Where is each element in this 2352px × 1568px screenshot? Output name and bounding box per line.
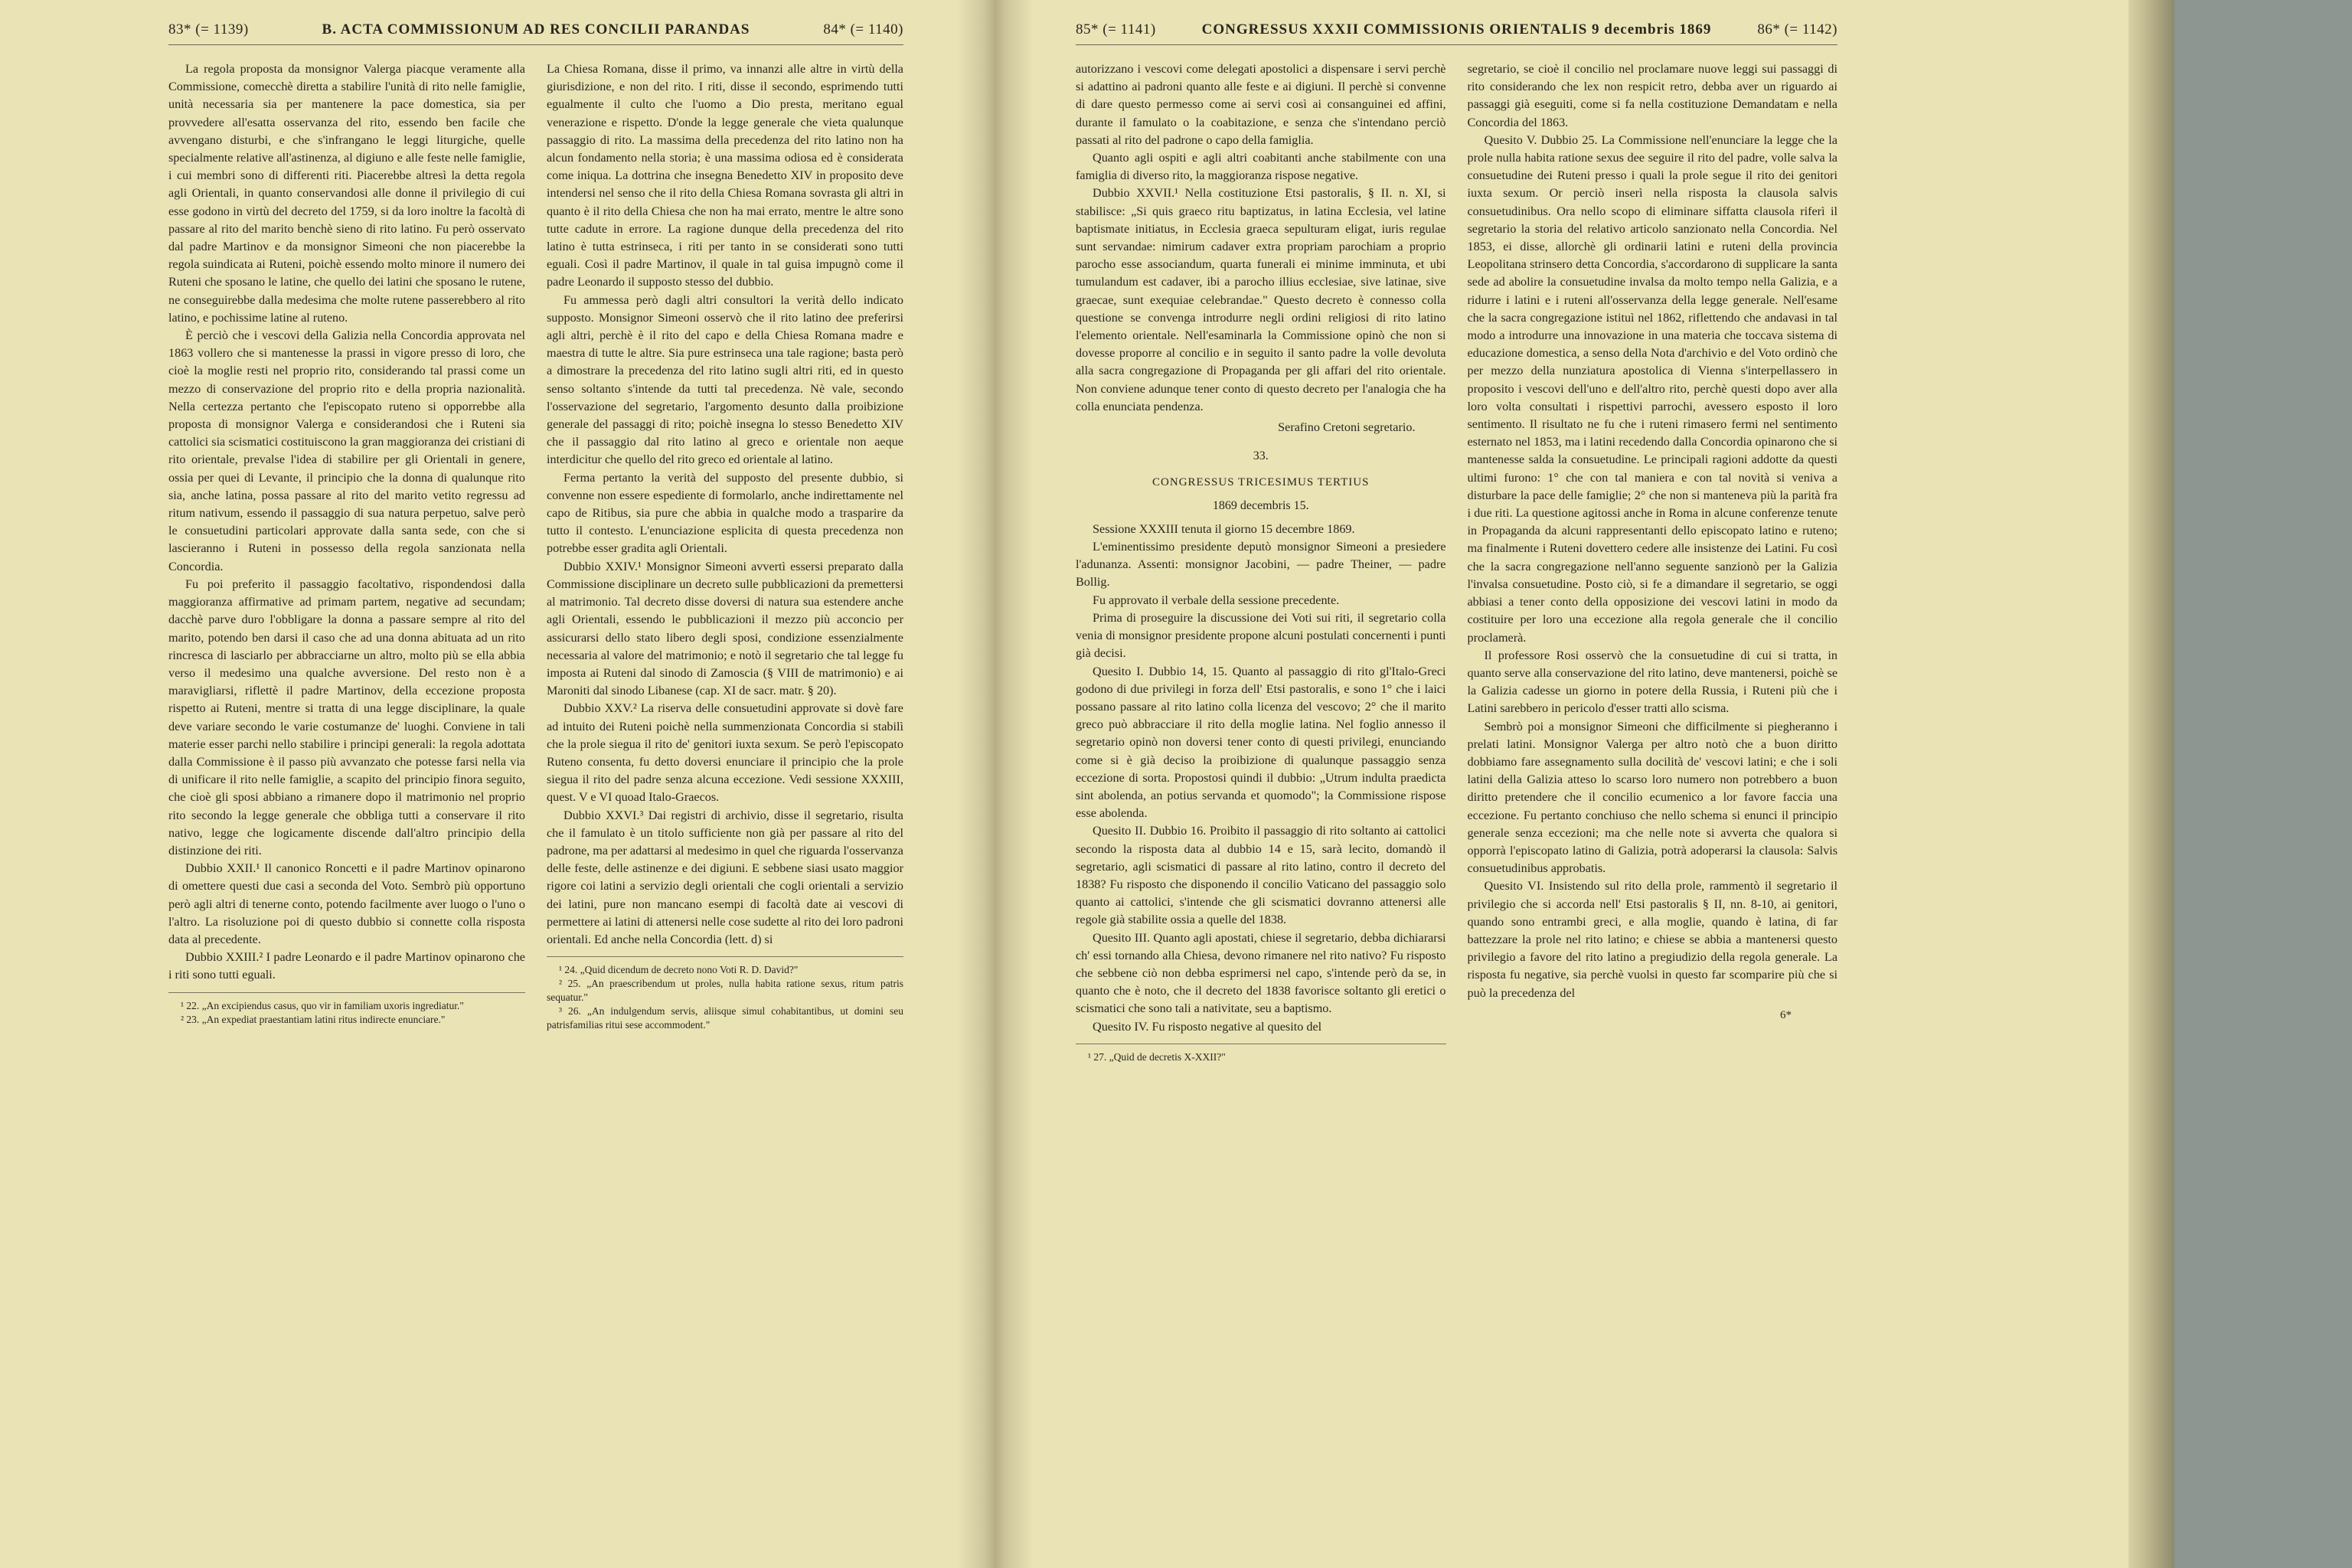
right-running-head [1076, 21, 1838, 45]
paragraph: Fu approvato il verbale della sessione precedente. [1093, 593, 1340, 607]
footnote: ³ 26. „An indulgendum servis, aliisque simul cohabitantibus, ut domini seu patrisfamilias ritui sese accommodent." [547, 1005, 903, 1031]
paragraph: Sembrò poi a monsignor Simeoni che difficilmente si piegheranno i prelati latini. Monsignor Valerga per altro notò che a buon diritto dobbiamo fare assegnamento sulla docilità de' vescovi latini; e che i soli latini della Galizia atteso lo scarso loro numero non potrebbero a buon diritto pretendere che il concilio ecumenico a lor favore faccia una eccezione. Fu pertanto conchiuso che nello schema si enunci il principio generale senza eccezioni; ma che nelle note si avverta che qualora si opporrà l'episcopato latino di Galizia, potrà adoperarsi la clausola: Salvis consuetudinibus approbatis. [1467, 719, 1838, 876]
page-edges [2128, 0, 2174, 1568]
paragraph: segretario, se cioè il concilio nel proclamare nuove leggi sui passaggi di rito considerando che lex non respicit retro, debba aver un riguardo ai passaggi già eseguiti, come si fa nella costituzione Demandatam e nella Concordia del 1863. [1467, 62, 1838, 129]
right-page [1076, 21, 1838, 1553]
footnote: ¹ 22. „An excipiendus casus, quo vir in familiam uxoris ingrediatur." [181, 999, 464, 1011]
paragraph: Ferma pertanto la verità del supposto del presente dubbio, si convenne non essere espediente di formolarlo, anche indirettamente nel capo de Ritibus, sia pure che abbia in qualche modo a trasparire da tutto il contesto. L'enunciazione esplicita di questa precedenza non potrebbe esser gradita agli Orientali. [547, 470, 903, 556]
paragraph: Prima di proseguire la discussione dei Voti sui riti, il segretario colla venia di monsignor presidente propone alcuni postulati concernenti i punti già decisi. [1076, 610, 1446, 661]
left-running-head [168, 21, 903, 45]
left-column-1 [168, 60, 525, 1408]
left-page-number-b: 84* (= 1140) [823, 21, 903, 38]
paragraph: La regola proposta da monsignor Valerga piacque veramente alla Commissione, comecchè diretta a stabilire l'unità di rito nelle famiglie, unità necessaria sia per mantenere la pace domestica, sia per provvedere all'esatta osservanza del rito, essendo ben facile che avvengano disturbi, e che s'infrangano le leggi liturgiche, quelle specialmente relative all'astinenza, al digiuno e alle feste nelle famiglie, i cui membri sono di differenti riti. Piacerebbe altresì la detta regola agli Orientali, in quanto conservandosi alle donne il privilegio di cui esse godono in virtù del decreto del 1759, si da loro inoltre la facoltà di passare al rito del marito benchè sieno di rito latino. Fu però osservato dal padre Martinov e da monsignor Simeoni che non piacerebbe la regola suindicata ai Ruteni, poichè essendo molto minore il numero dei Ruteni che sposano le latine, che quello dei latini che sposano le rutene, ne conseguirebbe dalla medesima che molte rutene passerebbero al rito latino, e pochissime latine al ruteno. [168, 62, 525, 325]
section-number: 33. [1253, 449, 1269, 463]
paragraph: Dubbio XXV.² La riserva delle consuetudini approvate si dovè fare ad intuito dei Ruteni poichè nella summenzionata Concordia si stabilì che la prole siegua il rito de' genitori iuxta sexum. Se però l'episcopato Ruteno consenta, fu detto doversi enunciare il principio che la prole siegua il rito del padre senza alcuna eccezione. Vedi sessione XXXIII, quest. V e VI quoad Italo-Graecos. [547, 701, 903, 805]
paragraph: Quesito V. Dubbio 25. La Commissione nell'enunciare la legge che la prole nulla habita ratione sexus dee seguire il rito del padre, volle salva la consuetudine dei Ruteni presso i quali la prole segue il rito dei genitori iuxta sexum. Or perciò inserì nella risposta la clausola salvis consuetudinibus. Ora nello scopo di eliminare siffatta clausola riferì il segretario la storia del relativo articolo sanzionato nella Concordia. Nel 1853, ei disse, allorchè gli ordinarii latini e ruteni della provincia Leopolitana strinsero detta Concordia, s'accordarono di supplicare la santa sede ad abolire la consuetudine invalsa da molto tempo nella Galizia, e a ridurre i latini e i ruteni all'osservanza della legge generale. Nell'esame che la sacra congregazione istituì nel 1862, riflettendo che andavasi in tal modo a introdurre una innovazione in una materia che toccava sistema di educazione domestica, a senso della Nota d'archivio e del Voto ordinò che per mezzo della nunziatura apostolica di Vienna s'interpellassero in proposito i vescovi dell'uno e dell'altro rito, perchè questi dopo aver alla loro volta consultati i rispettivi parrochi, avessero esposto il loro sentimento. Il risultato ne fu che i ruteni rimasero fermi nel sentimento esternato nel 1853, ma i latini recedendo dalla Concordia opinarono che si mantenesse salda la consuetudine. Le principali ragioni addotte da questi ultimi furono: 1° che con tal maniera e con tal novità si veniva a disturbare la pace delle famiglie; 2° che non si manteneva più la parità fra i due riti. La questione agitossi anche in Roma in alcune conferenze tenute in Propaganda da alcuni rappresentanti dello episcopato latino e ruteno; ma finalmente i Ruteni dovettero cedere alle insistenze dei Latini. Fu così che la sacra congregazione nell'anno seguente sanzionò per la Galizia l'invalsa consuetudine. Posto ciò, si fe a dimandare il segretario, se oggi abbiasi a tener conto della opposizione dei vescovi latini in modo da costituire per loro una eccezione alla regola generale che il concilio proclamerà. [1467, 132, 1838, 645]
section-date: 1869 decembris 15. [1212, 498, 1309, 512]
signature-mark: 6* [1780, 1008, 1792, 1021]
footnotes [1076, 1044, 1446, 1064]
paragraph: Quesito II. Dubbio 16. Proibito il passaggio di rito soltanto ai cattolici secondo la risposta data al dubbio 14 e 15, sarà lecito, domandò il segretario, agli scismatici di passare al rito latino, contro il decreto del 1838? Fu risposto che disponendo il concilio Vaticano del passaggio solo quanto ai cattolici, s'intende che gli scismatici dovranno attenersi alle regole già stabilite ossia a quelle del 1838. [1076, 824, 1446, 927]
book-cover-cloth [2174, 0, 2352, 1568]
paragraph: Fu ammessa però dagli altri consultori la verità dello indicato supposto. Monsignor Simeoni osservò che il rito latino dee preferirsi agli altri, perchè è il rito del capo e della Chiesa Romana madre e maestra di tutte le altre. Sia pure estrinseca una tale ragione; basta però a dimostrare la precedenza del rito latino sugli altri riti, ed in questo senso soltanto s'intende da tutti tal precedenza. Nè vale, secondo l'osservazione del segretario, l'argomento desunto dalla proibizione generale del passaggi di rito; poichè insegna lo stesso Benedetto XIV che il passaggio dal rito latino al greco e orientale non aeque interdicitur che quello del rito greco ed orientale al latino. [547, 292, 903, 467]
right-page-number-b: 86* (= 1142) [1757, 21, 1838, 38]
left-columns [168, 60, 903, 1408]
left-running-title: B. ACTA COMMISSIONUM AD RES CONCILII PARANDAS [322, 21, 750, 38]
paragraph: Il professore Rosi osservò che la consuetudine di cui si tratta, in quanto serve alla conservazione del rito latino, deve mantenersi, poichè se la Galizia cadesse un giorno in potere della Russia, i Ruteni più che i Latini sarebbero in pericolo d'esser tratti allo scisma. [1467, 648, 1838, 716]
paragraph: La Chiesa Romana, disse il primo, va innanzi alle altre in virtù della giurisdizione, e non del rito. I riti, disse il secondo, esprimendo tutti egualmente il culto che l'uomo a Dio presta, meritano egual venerazione e rispetto. D'onde la legge generale che vieta qualunque passaggio di rito. La massima della precedenza del rito latino non ha alcun fondamento nella storia; è una massima odiosa ed è considerata come iniqua. La dottrina che insegna Benedetto XIV in proposito deve intendersi nel senso che il rito della Chiesa Romana sovrasta gli altri in quanto è il rito della Chiesa che non ha mai errato, mentre le altre sono tutte cadute in errore. La ragione dunque della precedenza del rito latino è tutta estrinseca, i riti per tanto in se considerati sono tutti eguali. Così il padre Martinov, il quale in tal guisa impugnò come il padre Leonardo il supposto stesso del dubbio. [547, 62, 903, 289]
paragraph: L'eminentissimo presidente deputò monsignor Simeoni a presiedere l'adunanza. Assenti: monsignor Jacobini, — padre Theiner, — padre Bollig. [1076, 540, 1446, 590]
right-column-1 [1076, 60, 1446, 1408]
left-page [168, 21, 903, 1553]
left-page-number-a: 83* (= 1139) [168, 21, 249, 38]
footnote: ¹ 24. „Quid dicendum de decreto nono Voti R. D. David?" [559, 964, 799, 976]
paragraph: Quesito I. Dubbio 14, 15. Quanto al passaggio di rito gl'Italo-Greci godono di due privilegi in forza dell' Etsi pastoralis, e sono 1° che i laici possano passare al rito latino colla licenza del vescovo; 2° che il marito greco può abbracciare il rito della moglie latina. Nel foglio annesso il segretario opinò non doversi tener conto di questi privilegi, enunciando come si è già deciso la proibizione di qualunque passaggio senza eccezione di sorta. Propostosi quindi il dubbio: „Utrum indulta praedicta sint abolenda, an potius servanda et quomodo"; la Commissione rispose esse abolenda. [1076, 664, 1446, 821]
footnote: ¹ 27. „Quid de decretis X-XXII?" [1088, 1050, 1226, 1063]
paragraph: Dubbio XXVI.³ Dai registri di archivio, disse il segretario, risulta che il famulato è un titolo sufficiente non già per passare al rito del padrone, ma per adattarsi al medesimo in quel che riguarda l'osservanza delle feste, delle astinenze e dei digiuni. E sebbene siasi usato maggior rigore coi latini a servizio degli orientali che cogli orientali a servizio dei latini, pure non mancano esempi di facoltà date ai vescovi di permettere ai latini di attenersi nelle cose sudette al rito dei loro padroni orientali. Ed anche nella Concordia (lett. d) si [547, 808, 903, 946]
book-gutter [957, 0, 1034, 1568]
right-running-title: CONGRESSUS XXXII COMMISSIONIS ORIENTALIS 9 decembris 1869 [1201, 21, 1712, 38]
paragraph: Dubbio XXIII.² I padre Leonardo e il padre Martinov opinarono che i riti sono tutti eguali. [168, 950, 525, 982]
paragraph: Dubbio XXII.¹ Il canonico Roncetti e il padre Martinov opinarono di omettere questi due casi a seconda del Voto. Sembrò più opportuno però agli altri di tenerne conto, potendo facilmente aver luogo o l'uno o l'altro. La risoluzione poi di questo dubbio si connette colla risposta data al precedente. [168, 861, 525, 946]
secretary-signature: Serafino Cretoni segretario. [1278, 420, 1416, 435]
footnotes [547, 956, 903, 1032]
right-column-2 [1468, 60, 1838, 1408]
paragraph: Quesito III. Quanto agli apostati, chiese il segretario, debba dichiararsi ch' essi tornando alla Chiesa, devono rimanere nel rito nativo? Fu risposto che sebbene ciò non debba esprimersi nel capo, s'intende però da se, in quanto che è noto, che il decreto del 1838 favorisce soltanto gli eretici o scismatici che sono tali a nativitate, seu a baptismo. [1076, 930, 1446, 1016]
paragraph: Quanto agli ospiti e agli altri coabitanti anche stabilmente con una famiglia di diverso rito, la maggioranza rispose negative. [1076, 151, 1446, 183]
footnote: ² 25. „An praescribendum ut proles, nulla habita ratione sexus, ritum patris sequatur." [547, 978, 903, 1004]
paragraph: Quesito VI. Insistendo sul rito della prole, rammentò il segretario il privilegio che si accorda nell' Etsi pastoralis § II, nn. 8-10, ai genitori, quando sono entrambi greci, e alla moglie, quando è latina, di far battezzare la prole nel rito latino; e chiese se abbia a mantenersi questo privilegio a favore del rito latino a pregiudizio della regola generale. La risposta fu negative, sia perchè vuolsi in questo far scomparire più che si può la precedenza del [1467, 879, 1838, 1000]
paragraph: Sessione XXXIII tenuta il giorno 15 decembre 1869. [1093, 521, 1355, 536]
right-page-number-a: 85* (= 1141) [1076, 21, 1156, 38]
footnote: ² 23. „An expediat praestantiam latini ritus indirecte enunciare." [181, 1013, 446, 1025]
paragraph: autorizzano i vescovi come delegati apostolici a dispensare i servi perchè si adattino ai padroni quanto alle feste e ai digiuni. Il perchè si convenne di dare questo permesso come ai servi così ai consanguinei ed affini, durante il famulato o la coabitazione, e senza che s'intendano perciò passati al rito del padrone o capo della famiglia. [1076, 62, 1446, 147]
paragraph: Dubbio XXIV.¹ Monsignor Simeoni avvertì essersi preparato dalla Commissione disciplinare un decreto sulle pubblicazioni da premettersi al matrimonio. Tal decreto disse doversi di natura sua estendere anche agli Orientali, essendo le pubblicazioni il mezzo più acconcio per assicurarsi dello stato libero degli sposi, condizione essenzialmente necessaria al valore del matrimonio; e notò il segretario che tal legge fu imposta ai Ruteni dal sinodo di Zamoscia (§ VIII de matrimonio) e ai Maroniti dal sinodo Libanese (cap. XI de sacr. matr. § 20). [547, 559, 903, 698]
paragraph: Dubbio XXVII.¹ Nella costituzione Etsi pastoralis, § II. n. XI, si stabilisce: „Si quis graeco ritu baptizatus, in latina Ecclesia, vel latine baptismate initiatus, in Ecclesia graeca sepulturam eligat, iuris regulae sunt servandae: nimirum cadaver extra propriam parochiam a proprio parocho esse associandum, quarta funerali ei minime imminuta, et ubi tumulandum est cadaver, ibi a parocho illius ecclesiae, sive latinae, sive graecae, sunt exequiae celebrandae." Questo decreto è connesso colla questione se convenga introdurre negli ordini religiosi di rito latino l'elemento orientale. Nell'esaminarla la Commissione opinò che non si dovesse proporre al concilio e in seguito il santo padre la volle devoluta alla sacra congregazione di Propaganda per gli affari del rito orientale. Non conviene adunque tener conto di questo decreto per l'analogia che ha colla enunciata pendenza. [1076, 186, 1446, 413]
right-columns [1076, 60, 1838, 1408]
paragraph: Fu poi preferito il passaggio facoltativo, rispondendosi dalla maggioranza affirmative ad primam partem, negative ad secundam; dacchè parve duro l'obbligare la donna a passare sempre al rito del marito, potendo ben darsi il caso che ad una donna abituata ad un rito rincresca di lasciarlo per abbracciarne un altro, molto più se ella abbia verso il medesimo una qualche avversione. Del resto non è a maravigliarsi, riflettè il padre Martinov, della eccezione proposta rispetto ai Ruteni, mentre si tratta di una legge disciplinare, la quale deve variare secondo le varie costumanze de' luoghi. Conviene in tali materie esser parchi nello stabilire i principi generali: la regola adottata dalla Commissione è il passo più avvanzato che potesse farsi nella via di unificare il rito nelle famiglie, a scapito del principio finora seguito, che cioè gli sposi abbiano a rimanere dopo il matrimonio nel proprio rito secondo la legge generale che obbliga tutti a conservare il rito nativo, legge che logicamente discende dall'altro principio della distinzione dei riti. [168, 577, 525, 858]
paragraph: È perciò che i vescovi della Galizia nella Concordia approvata nel 1863 vollero che si mantenesse la prassi in vigore presso di loro, che cioè la moglie resti nel proprio rito, considerando tal prassi come un mezzo di conservazione del proprio rito e della propria nazionalità. Nella certezza pertanto che l'episcopato ruteno si opporrebbe alla proposta di monsignor Valerga e considerandosi che i Ruteni sia cattolici sia scismatici costituiscono la gran maggioranza dei cristiani di rito orientale, prevalse l'idea di stabilire per gli Orientali in genere, ossia per quei di Levante, il principio che la donna di qualunque rito sia, anche latina, possa passare al rito del marito vetito regressu ad ritum nativum, essendo il passaggio di sua natura perpetuo, salve però le consuetudini particolari approvate dalla santa sede, con che si lascieranno i Ruteni in possesso della regola sanzionata nella Concordia. [168, 328, 525, 573]
section-title: CONGRESSUS TRICESIMUS TERTIUS [1152, 476, 1370, 489]
paragraph: Quesito IV. Fu risposto negative al quesito del [1093, 1019, 1322, 1034]
footnotes [168, 992, 525, 1027]
left-column-2 [547, 60, 903, 1408]
